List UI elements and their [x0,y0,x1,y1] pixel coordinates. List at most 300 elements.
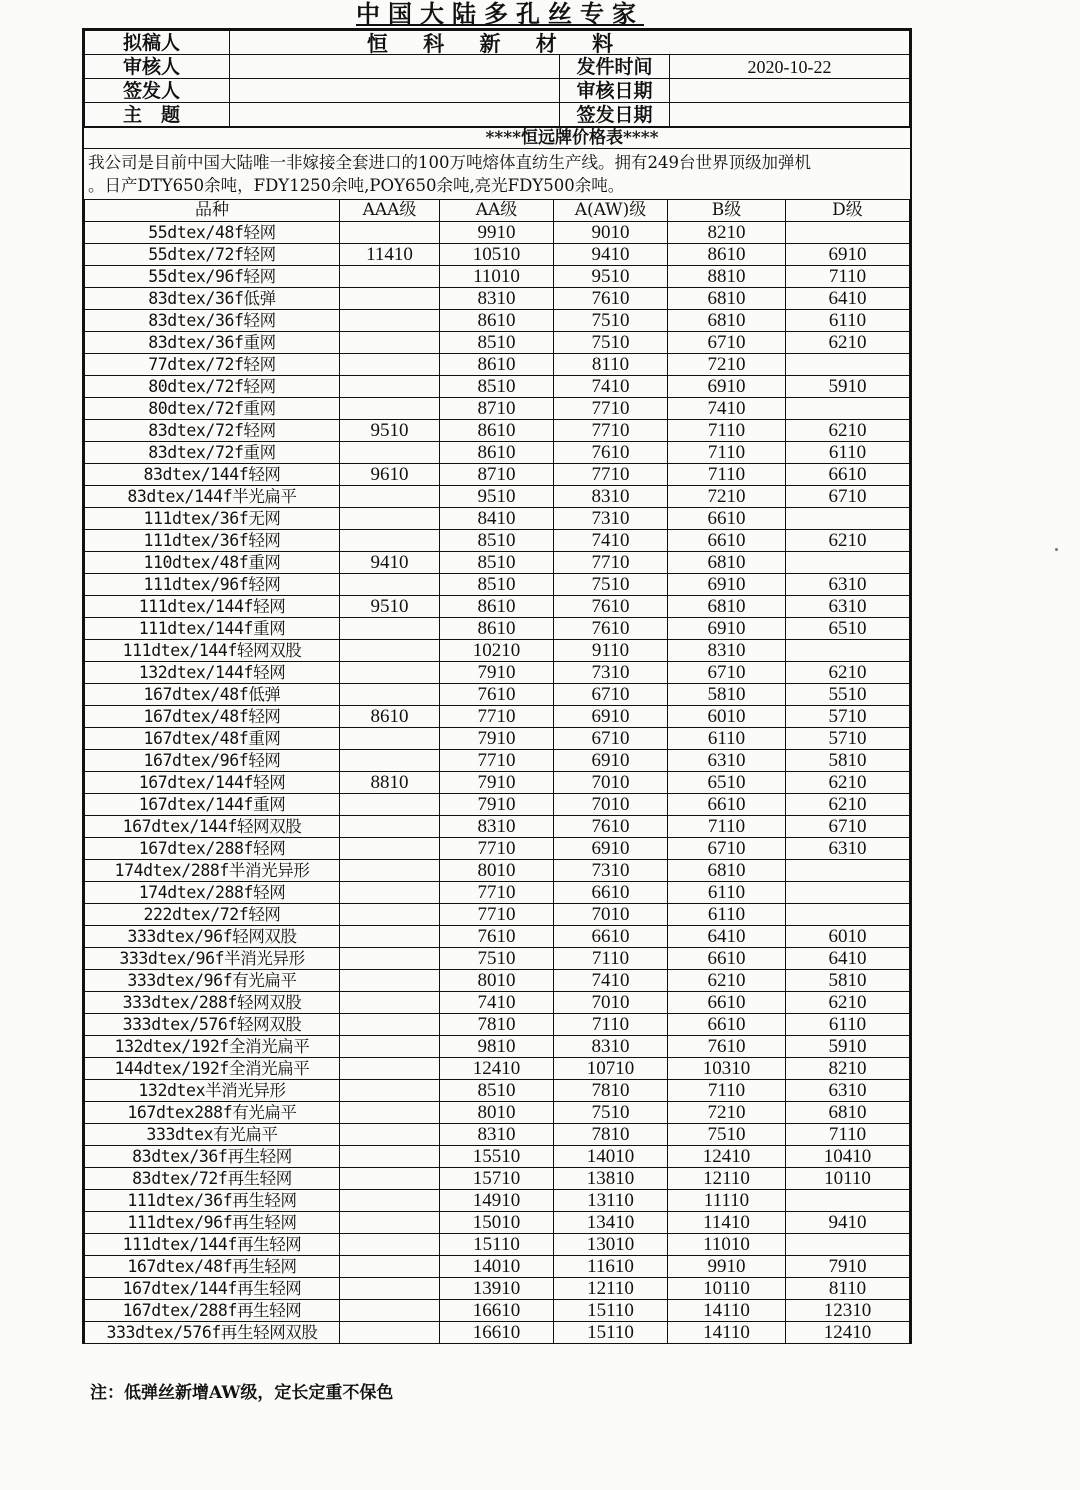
price-b-cell: 7110 [668,1080,786,1102]
price-b-cell: 6310 [668,750,786,772]
price-a-aw-cell: 7310 [554,508,668,530]
price-d-cell: 5810 [786,750,910,772]
header-row-reviewer [85,55,910,79]
subject-value [230,103,560,127]
product-name-cell: 55dtex/48f轻网 [85,222,340,244]
price-aaa-cell [340,222,440,244]
price-a-aw-cell: 7710 [554,398,668,420]
price-b-cell: 6610 [668,992,786,1014]
table-row [85,1102,910,1124]
price-d-cell: 6310 [786,596,910,618]
col-d-header: D级 [786,200,910,222]
price-aaa-cell [340,332,440,354]
table-row [85,442,910,464]
price-a-aw-cell: 8110 [554,354,668,376]
product-name-cell: 83dtex/36f重网 [85,332,340,354]
price-aa-cell: 7910 [440,728,554,750]
table-row [85,1036,910,1058]
product-name-cell: 83dtex/72f重网 [85,442,340,464]
intro-line-2: 。日产DTY650余吨，FDY1250余吨,POY650余吨,亮光FDY500余吨。 [88,176,625,195]
price-b-cell: 6710 [668,332,786,354]
price-a-aw-cell: 10710 [554,1058,668,1080]
price-a-aw-cell: 6910 [554,750,668,772]
price-aaa-cell [340,904,440,926]
price-b-cell: 6010 [668,706,786,728]
product-name-cell: 167dtex/48f轻网 [85,706,340,728]
price-aa-cell: 10210 [440,640,554,662]
price-aa-cell: 9510 [440,486,554,508]
price-aaa-cell [340,1080,440,1102]
price-aa-cell: 7610 [440,926,554,948]
price-aa-cell: 8510 [440,376,554,398]
price-b-cell: 11110 [668,1190,786,1212]
header-row-issuer [85,79,910,103]
send-time-label: 发件时间 [560,55,670,79]
price-a-aw-cell: 13410 [554,1212,668,1234]
price-aa-cell: 8510 [440,552,554,574]
price-d-cell: 6310 [786,574,910,596]
price-aa-cell: 7710 [440,904,554,926]
header-row-subject [85,103,910,127]
table-row [85,662,910,684]
price-d-cell: 6110 [786,310,910,332]
price-b-cell: 6810 [668,552,786,574]
price-d-cell: 6210 [786,772,910,794]
price-a-aw-cell: 7410 [554,970,668,992]
product-name-cell: 167dtex/144f轻网 [85,772,340,794]
product-name-cell: 167dtex/144f轻网双股 [85,816,340,838]
table-row [85,1300,910,1322]
issuer-value [230,79,560,103]
price-aaa-cell [340,860,440,882]
product-name-cell: 167dtex/144f再生轻网 [85,1278,340,1300]
price-aa-cell: 8010 [440,1102,554,1124]
price-aaa-cell [340,1124,440,1146]
price-aa-cell: 14010 [440,1256,554,1278]
price-a-aw-cell: 6610 [554,882,668,904]
company-name: 恒 科 新 材 料 [366,31,628,56]
price-aaa-cell: 11410 [340,244,440,266]
price-b-cell: 7610 [668,1036,786,1058]
price-aaa-cell [340,1300,440,1322]
price-b-cell: 6910 [668,376,786,398]
product-name-cell: 333dtex/576f再生轻网双股 [85,1322,340,1344]
product-name-cell: 167dtex/288f再生轻网 [85,1300,340,1322]
col-aa-header: AA级 [440,200,554,222]
price-d-cell [786,640,910,662]
price-aaa-cell [340,508,440,530]
price-aa-cell: 8510 [440,332,554,354]
price-aaa-cell [340,728,440,750]
footnote: 注：低弹丝新增AW级，定长定重不保色 [90,1383,394,1403]
reviewer-label: 审核人 [85,55,230,79]
price-a-aw-cell: 13110 [554,1190,668,1212]
price-a-aw-cell: 7710 [554,420,668,442]
price-d-cell: 6210 [786,992,910,1014]
product-name-cell: 132dtex/192f全消光扁平 [85,1036,340,1058]
price-a-aw-cell: 6710 [554,684,668,706]
product-name-cell: 111dtex/36f再生轻网 [85,1190,340,1212]
table-row [85,508,910,530]
table-row [85,838,910,860]
product-name-cell: 111dtex/96f轻网 [85,574,340,596]
price-aa-cell: 8010 [440,970,554,992]
price-aa-cell: 9910 [440,222,554,244]
price-a-aw-cell: 6610 [554,926,668,948]
price-b-cell: 8210 [668,222,786,244]
price-a-aw-cell: 7010 [554,794,668,816]
price-b-cell: 6810 [668,310,786,332]
price-aa-cell: 8510 [440,1080,554,1102]
table-row [85,1190,910,1212]
product-name-cell: 55dtex/96f轻网 [85,266,340,288]
price-b-cell: 9910 [668,1256,786,1278]
table-row [85,1014,910,1036]
price-aaa-cell [340,794,440,816]
price-a-aw-cell: 7610 [554,288,668,310]
price-b-cell: 7510 [668,1124,786,1146]
table-row [85,1256,910,1278]
product-name-cell: 111dtex/36f轻网 [85,530,340,552]
price-aaa-cell [340,838,440,860]
price-aa-cell: 7910 [440,772,554,794]
table-row [85,706,910,728]
price-aa-cell: 8310 [440,1124,554,1146]
price-b-cell: 8310 [668,640,786,662]
price-aa-cell: 7710 [440,882,554,904]
price-a-aw-cell: 7710 [554,464,668,486]
col-a-aw-header: A(AW)级 [554,200,668,222]
table-row [85,970,910,992]
price-b-cell: 7410 [668,398,786,420]
price-aa-cell: 7710 [440,750,554,772]
table-row [85,750,910,772]
price-aaa-cell [340,618,440,640]
price-a-aw-cell: 7310 [554,860,668,882]
price-aa-cell: 15510 [440,1146,554,1168]
price-b-cell: 6910 [668,618,786,640]
price-d-cell: 12410 [786,1322,910,1344]
price-aaa-cell [340,882,440,904]
price-aaa-cell: 9510 [340,596,440,618]
price-aaa-cell [340,992,440,1014]
table-row [85,1168,910,1190]
price-a-aw-cell: 11610 [554,1256,668,1278]
page-title: 中国大陆多孔丝专家 [356,0,644,28]
table-row [85,1234,910,1256]
product-name-cell: 77dtex/72f轻网 [85,354,340,376]
price-b-cell: 14110 [668,1300,786,1322]
price-d-cell: 6210 [786,420,910,442]
price-b-cell: 5810 [668,684,786,706]
price-aa-cell: 7710 [440,838,554,860]
price-a-aw-cell: 6910 [554,706,668,728]
price-b-cell: 6110 [668,882,786,904]
table-row [85,772,910,794]
price-d-cell: 6210 [786,530,910,552]
table-row [85,464,910,486]
product-name-cell: 111dtex/144f重网 [85,618,340,640]
price-d-cell [786,1234,910,1256]
col-aaa-header: AAA级 [340,200,440,222]
price-aaa-cell: 9510 [340,420,440,442]
price-aa-cell: 7610 [440,684,554,706]
price-b-cell: 7210 [668,486,786,508]
table-row [85,398,910,420]
price-aaa-cell [340,1256,440,1278]
price-a-aw-cell: 7010 [554,904,668,926]
price-a-aw-cell: 7110 [554,948,668,970]
price-d-cell: 6110 [786,442,910,464]
price-b-cell: 6810 [668,860,786,882]
price-a-aw-cell: 13810 [554,1168,668,1190]
price-b-cell: 11010 [668,1234,786,1256]
table-row [85,1058,910,1080]
issuer-label: 签发人 [85,79,230,103]
price-d-cell: 5810 [786,970,910,992]
price-aaa-cell [340,1322,440,1344]
price-a-aw-cell: 7510 [554,310,668,332]
price-d-cell [786,882,910,904]
reviewer-value [230,55,560,79]
table-row [85,882,910,904]
price-aaa-cell [340,266,440,288]
price-aa-cell: 7710 [440,706,554,728]
product-name-cell: 132dtex/144f轻网 [85,662,340,684]
price-d-cell: 6210 [786,662,910,684]
price-d-cell: 8110 [786,1278,910,1300]
product-name-cell: 80dtex/72f轻网 [85,376,340,398]
price-aaa-cell [340,376,440,398]
price-aa-cell: 10510 [440,244,554,266]
product-name-cell: 167dtex/96f轻网 [85,750,340,772]
subject-label: 主 题 [85,103,230,127]
table-row [85,1278,910,1300]
price-b-cell: 8810 [668,266,786,288]
price-a-aw-cell: 7510 [554,1102,668,1124]
price-aa-cell: 8610 [440,618,554,640]
price-d-cell: 5910 [786,376,910,398]
price-d-cell [786,398,910,420]
price-aa-cell: 7910 [440,794,554,816]
price-d-cell: 5710 [786,706,910,728]
product-name-cell: 167dtex/48f再生轻网 [85,1256,340,1278]
table-row [85,486,910,508]
price-aa-cell: 15010 [440,1212,554,1234]
table-row [85,728,910,750]
price-d-cell: 6710 [786,816,910,838]
price-aa-cell: 16610 [440,1322,554,1344]
price-b-cell: 10310 [668,1058,786,1080]
table-row [85,530,910,552]
price-d-cell: 10410 [786,1146,910,1168]
price-aa-cell: 8510 [440,530,554,552]
product-name-cell: 83dtex/72f再生轻网 [85,1168,340,1190]
price-aa-cell: 8310 [440,288,554,310]
col-b-header: B级 [668,200,786,222]
price-a-aw-cell: 15110 [554,1322,668,1344]
price-a-aw-cell: 8310 [554,486,668,508]
product-name-cell: 111dtex/96f再生轻网 [85,1212,340,1234]
product-name-cell: 167dtex/48f低弹 [85,684,340,706]
price-a-aw-cell: 12110 [554,1278,668,1300]
price-b-cell: 12410 [668,1146,786,1168]
price-aaa-cell [340,354,440,376]
product-name-cell: 55dtex/72f轻网 [85,244,340,266]
table-row [85,948,910,970]
price-list-title: ****恒远牌价格表**** [84,127,910,148]
price-aaa-cell [340,442,440,464]
drafter-label: 拟稿人 [85,31,230,55]
price-b-cell: 6610 [668,1014,786,1036]
price-b-cell: 6610 [668,508,786,530]
price-aaa-cell: 8810 [340,772,440,794]
price-aaa-cell [340,970,440,992]
product-name-cell: 222dtex/72f轻网 [85,904,340,926]
price-aa-cell: 13910 [440,1278,554,1300]
price-table-header [85,200,910,222]
price-a-aw-cell: 6910 [554,838,668,860]
price-d-cell [786,354,910,376]
price-b-cell: 6610 [668,794,786,816]
price-table [84,199,910,1344]
table-row [85,310,910,332]
product-name-cell: 167dtex/144f重网 [85,794,340,816]
price-aaa-cell: 9610 [340,464,440,486]
product-name-cell: 167dtex/288f轻网 [85,838,340,860]
product-name-cell: 167dtex/48f重网 [85,728,340,750]
product-name-cell: 333dtex有光扁平 [85,1124,340,1146]
price-b-cell: 7110 [668,420,786,442]
price-aa-cell: 15710 [440,1168,554,1190]
price-aaa-cell [340,684,440,706]
price-aa-cell: 16610 [440,1300,554,1322]
price-aaa-cell [340,398,440,420]
price-a-aw-cell: 7310 [554,662,668,684]
price-d-cell: 7910 [786,1256,910,1278]
price-d-cell: 12310 [786,1300,910,1322]
price-aa-cell: 8610 [440,420,554,442]
price-aa-cell: 8610 [440,442,554,464]
price-aaa-cell [340,1036,440,1058]
company-intro [84,148,910,199]
price-aa-cell: 8610 [440,354,554,376]
review-date-value [670,79,910,103]
table-row [85,1212,910,1234]
price-b-cell: 6610 [668,948,786,970]
price-b-cell: 12110 [668,1168,786,1190]
table-row [85,222,910,244]
price-aa-cell: 8010 [440,860,554,882]
price-a-aw-cell: 7610 [554,442,668,464]
price-d-cell: 6510 [786,618,910,640]
price-d-cell: 6910 [786,244,910,266]
price-aaa-cell [340,816,440,838]
price-a-aw-cell: 7610 [554,618,668,640]
table-row [85,420,910,442]
send-time-value: 2020-10-22 [670,55,910,79]
product-name-cell: 83dtex/36f轻网 [85,310,340,332]
price-a-aw-cell: 7610 [554,596,668,618]
product-name-cell: 174dtex/288f半消光异形 [85,860,340,882]
table-row [85,354,910,376]
table-row [85,684,910,706]
price-d-cell: 5510 [786,684,910,706]
price-d-cell: 6310 [786,1080,910,1102]
product-name-cell: 83dtex/144f半光扁平 [85,486,340,508]
price-d-cell: 8210 [786,1058,910,1080]
price-a-aw-cell: 14010 [554,1146,668,1168]
price-a-aw-cell: 7510 [554,574,668,596]
price-a-aw-cell: 6710 [554,728,668,750]
price-aaa-cell [340,1014,440,1036]
price-b-cell: 6510 [668,772,786,794]
price-a-aw-cell: 7810 [554,1080,668,1102]
price-aaa-cell: 8610 [340,706,440,728]
price-a-aw-cell: 7410 [554,530,668,552]
review-date-label: 审核日期 [560,79,670,103]
table-row [85,618,910,640]
price-d-cell [786,904,910,926]
price-aa-cell: 15110 [440,1234,554,1256]
table-row [85,1124,910,1146]
price-a-aw-cell: 7410 [554,376,668,398]
table-row [85,332,910,354]
price-aa-cell: 7910 [440,662,554,684]
price-aa-cell: 7810 [440,1014,554,1036]
price-d-cell: 6810 [786,1102,910,1124]
price-sheet [82,28,912,1344]
product-name-cell: 83dtex/36f低弹 [85,288,340,310]
price-b-cell: 6110 [668,904,786,926]
price-aa-cell: 7410 [440,992,554,1014]
price-a-aw-cell: 13010 [554,1234,668,1256]
price-a-aw-cell: 9010 [554,222,668,244]
price-b-cell: 7110 [668,816,786,838]
product-name-cell: 144dtex/192f全消光扁平 [85,1058,340,1080]
price-aa-cell: 8710 [440,398,554,420]
price-d-cell: 6210 [786,794,910,816]
price-table-body [85,222,910,1344]
price-a-aw-cell: 8310 [554,1036,668,1058]
price-d-cell: 6310 [786,838,910,860]
price-aaa-cell [340,948,440,970]
price-d-cell: 9410 [786,1212,910,1234]
product-name-cell: 174dtex/288f轻网 [85,882,340,904]
price-b-cell: 6810 [668,596,786,618]
price-b-cell: 7210 [668,354,786,376]
product-name-cell: 167dtex288f有光扁平 [85,1102,340,1124]
price-aaa-cell [340,926,440,948]
price-aaa-cell [340,1102,440,1124]
price-d-cell [786,1190,910,1212]
price-b-cell: 6410 [668,926,786,948]
product-name-cell: 333dtex/96f有光扁平 [85,970,340,992]
price-aa-cell: 8410 [440,508,554,530]
scan-speck [1055,548,1058,551]
col-variety-header: 品种 [85,200,340,222]
table-row [85,596,910,618]
product-name-cell: 333dtex/96f半消光异形 [85,948,340,970]
price-aaa-cell [340,1058,440,1080]
price-aaa-cell [340,640,440,662]
price-a-aw-cell: 7010 [554,772,668,794]
table-row [85,904,910,926]
price-aa-cell: 8610 [440,310,554,332]
price-a-aw-cell: 7810 [554,1124,668,1146]
issue-date-value [670,103,910,127]
product-name-cell: 110dtex/48f重网 [85,552,340,574]
